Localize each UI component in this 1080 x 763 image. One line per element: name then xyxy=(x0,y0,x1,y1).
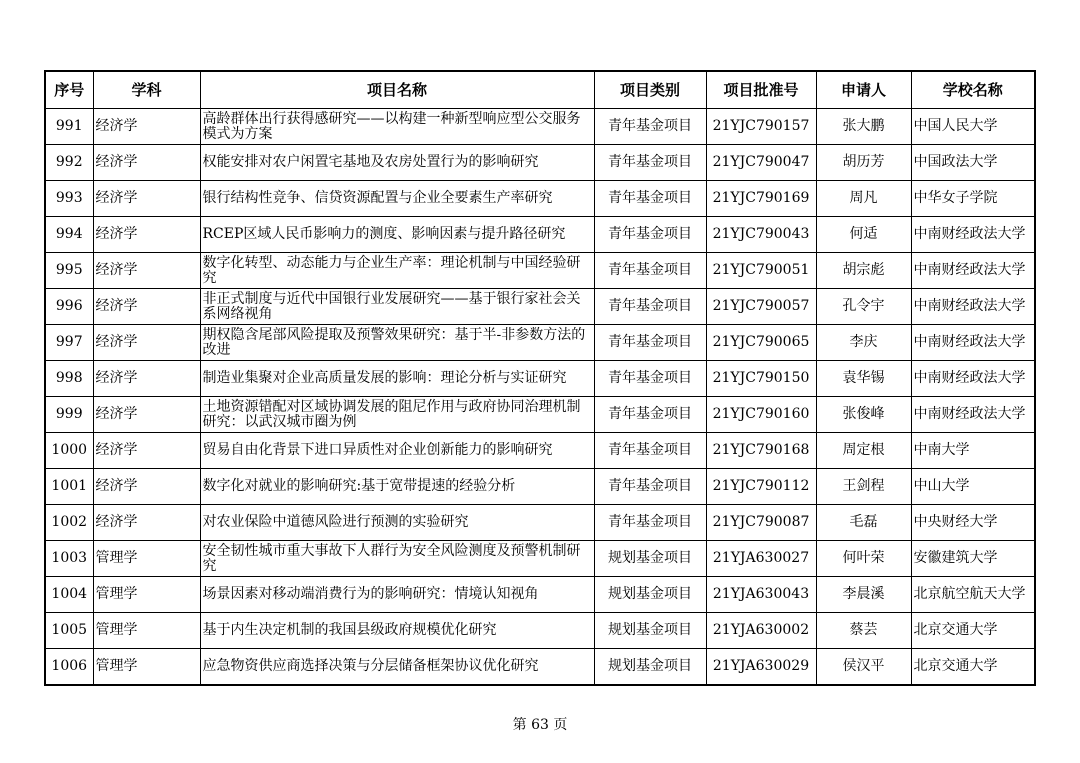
cell-subject: 经济学 xyxy=(93,181,200,217)
cell-subject: 管理学 xyxy=(93,541,200,577)
cell-school: 中南财经政法大学 xyxy=(911,217,1035,253)
cell-no: 992 xyxy=(45,145,93,181)
cell-approval-number: 21YJA630029 xyxy=(706,649,816,686)
table-row xyxy=(45,469,1035,505)
cell-project-name: 对农业保险中道德风险进行预测的实验研究 xyxy=(200,505,594,541)
cell-no: 994 xyxy=(45,217,93,253)
cell-no: 1002 xyxy=(45,505,93,541)
header-subject: 学科 xyxy=(93,71,200,109)
cell-applicant: 蔡芸 xyxy=(816,613,911,649)
header-category: 项目类别 xyxy=(594,71,706,109)
cell-school: 中央财经大学 xyxy=(911,505,1035,541)
project-table xyxy=(44,70,1036,686)
cell-project-name: 基于内生决定机制的我国县级政府规模优化研究 xyxy=(200,613,594,649)
cell-school: 北京交通大学 xyxy=(911,649,1035,686)
table-row xyxy=(45,109,1035,145)
cell-applicant: 李庆 xyxy=(816,325,911,361)
table-row xyxy=(45,253,1035,289)
cell-school: 北京航空航天大学 xyxy=(911,577,1035,613)
cell-category: 青年基金项目 xyxy=(594,217,706,253)
cell-category: 规划基金项目 xyxy=(594,649,706,686)
cell-project-name: 银行结构性竞争、信贷资源配置与企业全要素生产率研究 xyxy=(200,181,594,217)
cell-school: 中南财经政法大学 xyxy=(911,397,1035,433)
cell-no: 1005 xyxy=(45,613,93,649)
cell-project-name: RCEP区域人民币影响力的测度、影响因素与提升路径研究 xyxy=(200,217,594,253)
cell-project-name: 场景因素对移动端消费行为的影响研究：情境认知视角 xyxy=(200,577,594,613)
cell-school: 中南财经政法大学 xyxy=(911,325,1035,361)
cell-approval-number: 21YJA630043 xyxy=(706,577,816,613)
cell-approval-number: 21YJA630002 xyxy=(706,613,816,649)
cell-school: 中南财经政法大学 xyxy=(911,253,1035,289)
cell-school: 中国人民大学 xyxy=(911,109,1035,145)
cell-subject: 经济学 xyxy=(93,145,200,181)
cell-applicant: 张大鹏 xyxy=(816,109,911,145)
cell-project-name: 非正式制度与近代中国银行业发展研究——基于银行家社会关系网络视角 xyxy=(200,289,594,325)
cell-approval-number: 21YJC790150 xyxy=(706,361,816,397)
cell-subject: 经济学 xyxy=(93,361,200,397)
cell-no: 1001 xyxy=(45,469,93,505)
cell-project-name: 数字化对就业的影响研究:基于宽带提速的经验分析 xyxy=(200,469,594,505)
cell-approval-number: 21YJC790157 xyxy=(706,109,816,145)
cell-applicant: 李晨溪 xyxy=(816,577,911,613)
cell-no: 1004 xyxy=(45,577,93,613)
cell-no: 996 xyxy=(45,289,93,325)
table-row xyxy=(45,577,1035,613)
cell-category: 青年基金项目 xyxy=(594,433,706,469)
cell-applicant: 周凡 xyxy=(816,181,911,217)
cell-approval-number: 21YJC790168 xyxy=(706,433,816,469)
cell-applicant: 胡宗彪 xyxy=(816,253,911,289)
cell-no: 1000 xyxy=(45,433,93,469)
cell-approval-number: 21YJC790160 xyxy=(706,397,816,433)
cell-no: 999 xyxy=(45,397,93,433)
header-project-name: 项目名称 xyxy=(200,71,594,109)
table-row xyxy=(45,649,1035,686)
cell-subject: 管理学 xyxy=(93,613,200,649)
cell-category: 规划基金项目 xyxy=(594,541,706,577)
cell-category: 青年基金项目 xyxy=(594,505,706,541)
cell-applicant: 周定根 xyxy=(816,433,911,469)
header-approval-number: 项目批准号 xyxy=(706,71,816,109)
header-school: 学校名称 xyxy=(911,71,1035,109)
cell-category: 青年基金项目 xyxy=(594,361,706,397)
cell-subject: 经济学 xyxy=(93,325,200,361)
table-row xyxy=(45,613,1035,649)
table-row xyxy=(45,361,1035,397)
table-row xyxy=(45,433,1035,469)
header-row xyxy=(45,71,1035,109)
cell-project-name: 土地资源错配对区域协调发展的阻尼作用与政府协同治理机制研究：以武汉城市圈为例 xyxy=(200,397,594,433)
page-number: 第 63 页 xyxy=(512,717,568,733)
cell-no: 995 xyxy=(45,253,93,289)
table-row xyxy=(45,397,1035,433)
cell-approval-number: 21YJC790043 xyxy=(706,217,816,253)
cell-school: 中山大学 xyxy=(911,469,1035,505)
cell-school: 中南财经政法大学 xyxy=(911,289,1035,325)
table-row xyxy=(45,505,1035,541)
cell-applicant: 毛磊 xyxy=(816,505,911,541)
header-no: 序号 xyxy=(45,71,93,109)
table-row xyxy=(45,181,1035,217)
cell-approval-number: 21YJC790065 xyxy=(706,325,816,361)
cell-category: 青年基金项目 xyxy=(594,109,706,145)
cell-subject: 经济学 xyxy=(93,289,200,325)
cell-approval-number: 21YJC790087 xyxy=(706,505,816,541)
cell-applicant: 袁华锡 xyxy=(816,361,911,397)
cell-category: 青年基金项目 xyxy=(594,289,706,325)
cell-approval-number: 21YJC790057 xyxy=(706,289,816,325)
table-row xyxy=(45,541,1035,577)
cell-applicant: 侯汉平 xyxy=(816,649,911,686)
cell-no: 1006 xyxy=(45,649,93,686)
cell-school: 中南大学 xyxy=(911,433,1035,469)
cell-category: 规划基金项目 xyxy=(594,613,706,649)
cell-subject: 经济学 xyxy=(93,253,200,289)
cell-applicant: 何适 xyxy=(816,217,911,253)
cell-project-name: 安全韧性城市重大事故下人群行为安全风险测度及预警机制研究 xyxy=(200,541,594,577)
cell-category: 青年基金项目 xyxy=(594,325,706,361)
cell-category: 规划基金项目 xyxy=(594,577,706,613)
cell-category: 青年基金项目 xyxy=(594,145,706,181)
cell-project-name: 制造业集聚对企业高质量发展的影响：理论分析与实证研究 xyxy=(200,361,594,397)
cell-category: 青年基金项目 xyxy=(594,469,706,505)
cell-subject: 经济学 xyxy=(93,397,200,433)
cell-applicant: 孔令宇 xyxy=(816,289,911,325)
cell-subject: 经济学 xyxy=(93,469,200,505)
cell-category: 青年基金项目 xyxy=(594,397,706,433)
cell-project-name: 高龄群体出行获得感研究——以构建一种新型响应型公交服务模式为方案 xyxy=(200,109,594,145)
cell-approval-number: 21YJC790047 xyxy=(706,145,816,181)
cell-no: 998 xyxy=(45,361,93,397)
cell-school: 中国政法大学 xyxy=(911,145,1035,181)
cell-subject: 经济学 xyxy=(93,433,200,469)
cell-approval-number: 21YJC790169 xyxy=(706,181,816,217)
cell-school: 安徽建筑大学 xyxy=(911,541,1035,577)
cell-subject: 经济学 xyxy=(93,505,200,541)
cell-approval-number: 21YJA630027 xyxy=(706,541,816,577)
cell-approval-number: 21YJC790051 xyxy=(706,253,816,289)
cell-subject: 管理学 xyxy=(93,649,200,686)
cell-no: 1003 xyxy=(45,541,93,577)
cell-no: 997 xyxy=(45,325,93,361)
cell-subject: 管理学 xyxy=(93,577,200,613)
table-row xyxy=(45,289,1035,325)
cell-school: 中南财经政法大学 xyxy=(911,361,1035,397)
cell-project-name: 期权隐含尾部风险提取及预警效果研究：基于半-非参数方法的改进 xyxy=(200,325,594,361)
cell-project-name: 数字化转型、动态能力与企业生产率：理论机制与中国经验研究 xyxy=(200,253,594,289)
cell-project-name: 权能安排对农户闲置宅基地及农房处置行为的影响研究 xyxy=(200,145,594,181)
cell-applicant: 何叶荣 xyxy=(816,541,911,577)
cell-no: 993 xyxy=(45,181,93,217)
cell-school: 北京交通大学 xyxy=(911,613,1035,649)
table-row xyxy=(45,217,1035,253)
cell-subject: 经济学 xyxy=(93,217,200,253)
cell-applicant: 王剑程 xyxy=(816,469,911,505)
cell-no: 991 xyxy=(45,109,93,145)
cell-applicant: 胡历芳 xyxy=(816,145,911,181)
cell-category: 青年基金项目 xyxy=(594,253,706,289)
cell-applicant: 张俊峰 xyxy=(816,397,911,433)
cell-approval-number: 21YJC790112 xyxy=(706,469,816,505)
cell-subject: 经济学 xyxy=(93,109,200,145)
table-row xyxy=(45,145,1035,181)
cell-project-name: 贸易自由化背景下进口异质性对企业创新能力的影响研究 xyxy=(200,433,594,469)
cell-project-name: 应急物资供应商选择决策与分层储备框架协议优化研究 xyxy=(200,649,594,686)
table-row xyxy=(45,325,1035,361)
cell-category: 青年基金项目 xyxy=(594,181,706,217)
cell-school: 中华女子学院 xyxy=(911,181,1035,217)
header-applicant: 申请人 xyxy=(816,71,911,109)
